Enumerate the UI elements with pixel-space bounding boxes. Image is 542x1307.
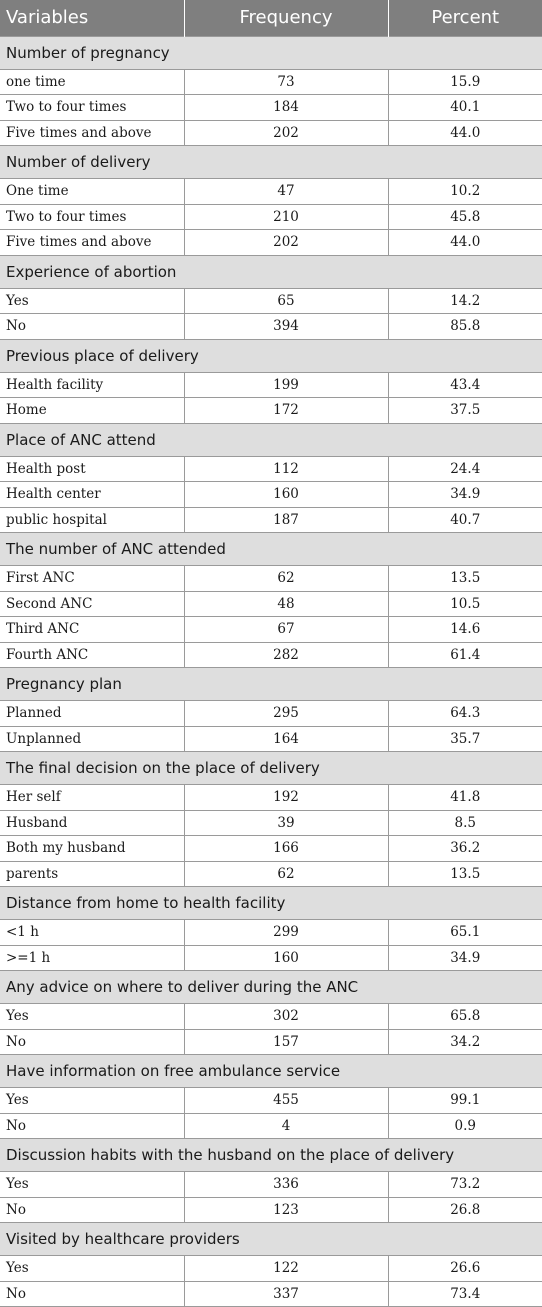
row-label: Her self (0, 785, 184, 811)
section-title: Pregnancy plan (0, 668, 542, 701)
percent-cell: 43.4 (388, 372, 542, 398)
row-label: one time (0, 69, 184, 95)
row-label: Third ANC (0, 617, 184, 643)
table-row (0, 1256, 542, 1282)
frequency-cell: 172 (184, 398, 388, 424)
row-label: Husband (0, 810, 184, 836)
table-body (0, 36, 542, 1307)
table-row (0, 288, 542, 314)
header-frequency: Frequency (184, 0, 388, 36)
section-header-row (0, 146, 542, 179)
table-row (0, 617, 542, 643)
percent-cell: 10.2 (388, 179, 542, 205)
section-title: Number of pregnancy (0, 36, 542, 69)
section-header-row (0, 255, 542, 288)
percent-cell: 26.8 (388, 1197, 542, 1223)
frequency-cell: 295 (184, 701, 388, 727)
percent-cell: 65.1 (388, 920, 542, 946)
frequency-cell: 202 (184, 230, 388, 256)
percent-cell: 10.5 (388, 591, 542, 617)
section-title: The final decision on the place of delivery (0, 752, 542, 785)
percent-cell: 36.2 (388, 836, 542, 862)
percent-cell: 73.2 (388, 1172, 542, 1198)
table-row (0, 1197, 542, 1223)
section-title: The number of ANC attended (0, 533, 542, 566)
row-label: Health facility (0, 372, 184, 398)
row-label: No (0, 1113, 184, 1139)
table-row (0, 1281, 542, 1307)
percent-cell: 26.6 (388, 1256, 542, 1282)
section-title: Distance from home to health facility (0, 887, 542, 920)
section-title: Number of delivery (0, 146, 542, 179)
section-header-row (0, 971, 542, 1004)
table-row (0, 456, 542, 482)
table-row (0, 785, 542, 811)
section-header-row (0, 339, 542, 372)
row-label: No (0, 1197, 184, 1223)
table-row (0, 701, 542, 727)
frequency-cell: 184 (184, 95, 388, 121)
table-row (0, 398, 542, 424)
table-row (0, 372, 542, 398)
row-label: Two to four times (0, 204, 184, 230)
row-label: >=1 h (0, 945, 184, 971)
frequency-cell: 122 (184, 1256, 388, 1282)
row-label: Yes (0, 1004, 184, 1030)
table-row (0, 945, 542, 971)
frequency-cell: 112 (184, 456, 388, 482)
frequency-cell: 187 (184, 507, 388, 533)
table-row (0, 95, 542, 121)
frequency-cell: 157 (184, 1029, 388, 1055)
row-label: Yes (0, 1088, 184, 1114)
section-title: Discussion habits with the husband on the place of delivery (0, 1139, 542, 1172)
percent-cell: 13.5 (388, 566, 542, 592)
frequency-cell: 39 (184, 810, 388, 836)
frequency-cell: 394 (184, 314, 388, 340)
table-row (0, 810, 542, 836)
header-row (0, 0, 542, 36)
section-header-row (0, 423, 542, 456)
frequency-cell: 123 (184, 1197, 388, 1223)
percent-cell: 34.9 (388, 482, 542, 508)
table-row (0, 920, 542, 946)
table-row (0, 1029, 542, 1055)
frequency-cell: 210 (184, 204, 388, 230)
percent-cell: 44.0 (388, 230, 542, 256)
row-label: Two to four times (0, 95, 184, 121)
row-label: Home (0, 398, 184, 424)
row-label: Five times and above (0, 120, 184, 146)
section-header-row (0, 533, 542, 566)
section-header-row (0, 36, 542, 69)
row-label: No (0, 1281, 184, 1307)
row-label: Both my husband (0, 836, 184, 862)
section-title: Place of ANC attend (0, 423, 542, 456)
header-percent: Percent (388, 0, 542, 36)
frequency-cell: 302 (184, 1004, 388, 1030)
row-label: Planned (0, 701, 184, 727)
frequency-cell: 67 (184, 617, 388, 643)
percent-cell: 64.3 (388, 701, 542, 727)
frequency-cell: 65 (184, 288, 388, 314)
percent-cell: 45.8 (388, 204, 542, 230)
table-row (0, 204, 542, 230)
frequency-cell: 160 (184, 482, 388, 508)
section-title: Any advice on where to deliver during the ANC (0, 971, 542, 1004)
row-label: <1 h (0, 920, 184, 946)
percent-cell: 0.9 (388, 1113, 542, 1139)
percent-cell: 37.5 (388, 398, 542, 424)
header-variables: Variables (0, 0, 184, 36)
table-row (0, 179, 542, 205)
percent-cell: 40.7 (388, 507, 542, 533)
section-title: Have information on free ambulance service (0, 1055, 542, 1088)
row-label: No (0, 314, 184, 340)
row-label: Unplanned (0, 726, 184, 752)
table-row (0, 314, 542, 340)
percent-cell: 34.2 (388, 1029, 542, 1055)
frequency-cell: 160 (184, 945, 388, 971)
percent-cell: 24.4 (388, 456, 542, 482)
row-label: Fourth ANC (0, 642, 184, 668)
section-title: Experience of abortion (0, 255, 542, 288)
row-label: Second ANC (0, 591, 184, 617)
section-header-row (0, 668, 542, 701)
frequency-cell: 199 (184, 372, 388, 398)
frequency-cell: 166 (184, 836, 388, 862)
table-row (0, 642, 542, 668)
table-row (0, 1172, 542, 1198)
section-header-row (0, 1223, 542, 1256)
frequency-cell: 164 (184, 726, 388, 752)
row-label: parents (0, 861, 184, 887)
section-title: Previous place of delivery (0, 339, 542, 372)
table-row (0, 1004, 542, 1030)
frequency-cell: 282 (184, 642, 388, 668)
section-title: Visited by healthcare providers (0, 1223, 542, 1256)
percent-cell: 99.1 (388, 1088, 542, 1114)
percent-cell: 40.1 (388, 95, 542, 121)
table-row (0, 1113, 542, 1139)
frequency-cell: 48 (184, 591, 388, 617)
row-label: One time (0, 179, 184, 205)
table-row (0, 69, 542, 95)
percent-cell: 73.4 (388, 1281, 542, 1307)
row-label: Yes (0, 1172, 184, 1198)
table-row (0, 591, 542, 617)
frequency-cell: 47 (184, 179, 388, 205)
percent-cell: 35.7 (388, 726, 542, 752)
row-label: public hospital (0, 507, 184, 533)
section-header-row (0, 887, 542, 920)
percent-cell: 13.5 (388, 861, 542, 887)
percent-cell: 15.9 (388, 69, 542, 95)
row-label: No (0, 1029, 184, 1055)
table-row (0, 566, 542, 592)
section-header-row (0, 752, 542, 785)
table-row (0, 726, 542, 752)
percent-cell: 14.2 (388, 288, 542, 314)
frequency-cell: 337 (184, 1281, 388, 1307)
percent-cell: 14.6 (388, 617, 542, 643)
table-row (0, 861, 542, 887)
table-row (0, 230, 542, 256)
row-label: Five times and above (0, 230, 184, 256)
frequency-cell: 299 (184, 920, 388, 946)
percent-cell: 44.0 (388, 120, 542, 146)
row-label: Health center (0, 482, 184, 508)
frequency-cell: 455 (184, 1088, 388, 1114)
frequency-cell: 202 (184, 120, 388, 146)
row-label: First ANC (0, 566, 184, 592)
frequency-cell: 192 (184, 785, 388, 811)
percent-cell: 65.8 (388, 1004, 542, 1030)
frequency-cell: 336 (184, 1172, 388, 1198)
section-header-row (0, 1055, 542, 1088)
row-label: Yes (0, 288, 184, 314)
percent-cell: 41.8 (388, 785, 542, 811)
table-row (0, 120, 542, 146)
frequency-cell: 4 (184, 1113, 388, 1139)
table-row (0, 507, 542, 533)
percent-cell: 61.4 (388, 642, 542, 668)
table-row (0, 482, 542, 508)
frequency-cell: 73 (184, 69, 388, 95)
frequency-cell: 62 (184, 566, 388, 592)
section-header-row (0, 1139, 542, 1172)
percent-cell: 8.5 (388, 810, 542, 836)
row-label: Yes (0, 1256, 184, 1282)
table-row (0, 1088, 542, 1114)
table-row (0, 836, 542, 862)
frequency-cell: 62 (184, 861, 388, 887)
percent-cell: 85.8 (388, 314, 542, 340)
row-label: Health post (0, 456, 184, 482)
percent-cell: 34.9 (388, 945, 542, 971)
